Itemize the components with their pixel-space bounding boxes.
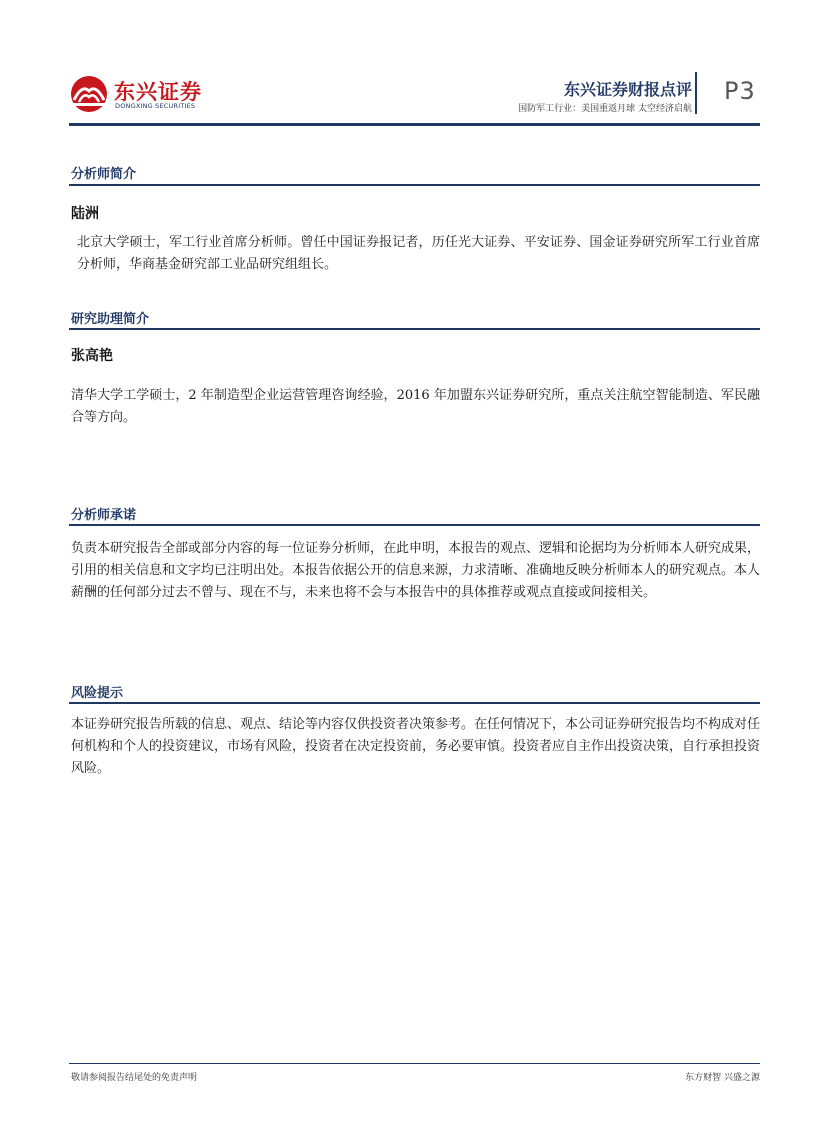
section-title-commitment: 分析师承诺 <box>71 508 137 523</box>
section-rule-risk <box>69 702 760 704</box>
section-title-risk: 风险提示 <box>71 686 124 701</box>
analyst-bio: 北京大学硕士，军工行业首席分析师。曾任中国证券报记者，历任光大证券、平安证券、国金证券研究所军工行业首席分析师，华商基金研究部工业品研究组组长。 <box>77 235 760 272</box>
commitment-text: 负责本研究报告全部或部分内容的每一位证券分析师，在此申明，本报告的观点、逻辑和论据均为分析师本人研究成果，引用的相关信息和文字均已注明出处。本报告依据公开的信息来源，力求清晰、准确地反映分析师本人的研究观点。本人薪酬的任何部分过去不曾与、现在不与，未来也将不会与本报告中的具体推荐或观点直接或间接相关。 <box>71 541 761 600</box>
report-subtitle: 国防军工行业：美国重返月球 太空经济启航 <box>518 104 692 114</box>
risk-text: 本证券研究报告所载的信息、观点、结论等内容仅供投资者决策参考。在任何情况下，本公司证券研究报告均不构成对任何机构和个人的投资建议，市场有风险，投资者在决定投资前，务必要审慎。投资者应自主作出投资决策，自行承担投资风险。 <box>71 717 761 776</box>
section-title-analyst: 分析师简介 <box>71 167 137 182</box>
dongxing-logo-icon <box>70 74 110 114</box>
footer-disclaimer-note: 敬请参阅报告结尾处的免责声明 <box>71 1073 198 1083</box>
section-title-assistant: 研究助理简介 <box>71 312 150 327</box>
assistant-bio: 清华大学工学硕士，2 年制造型企业运营管理咨询经验，2016 年加盟东兴证券研究所，重点关注航空智能制造、军民融合等方向。 <box>71 388 760 425</box>
section-rule-commitment <box>69 524 760 526</box>
logo-english-name: DONGXING SECURITIES <box>115 102 196 110</box>
header-rule <box>69 123 760 126</box>
section-rule-assistant <box>69 328 760 330</box>
logo-chinese-name: 东兴证券 <box>114 80 202 104</box>
assistant-name: 张高艳 <box>71 348 113 364</box>
company-logo <box>70 74 240 114</box>
page-number: P3 <box>724 77 756 105</box>
footer-rule <box>69 1063 760 1064</box>
footer-slogan: 东方财智 兴盛之源 <box>685 1073 760 1083</box>
header-divider <box>695 72 697 114</box>
report-type-title: 东兴证券财报点评 <box>563 80 692 99</box>
analyst-name: 陆洲 <box>71 206 99 222</box>
section-rule-analyst <box>69 184 760 186</box>
